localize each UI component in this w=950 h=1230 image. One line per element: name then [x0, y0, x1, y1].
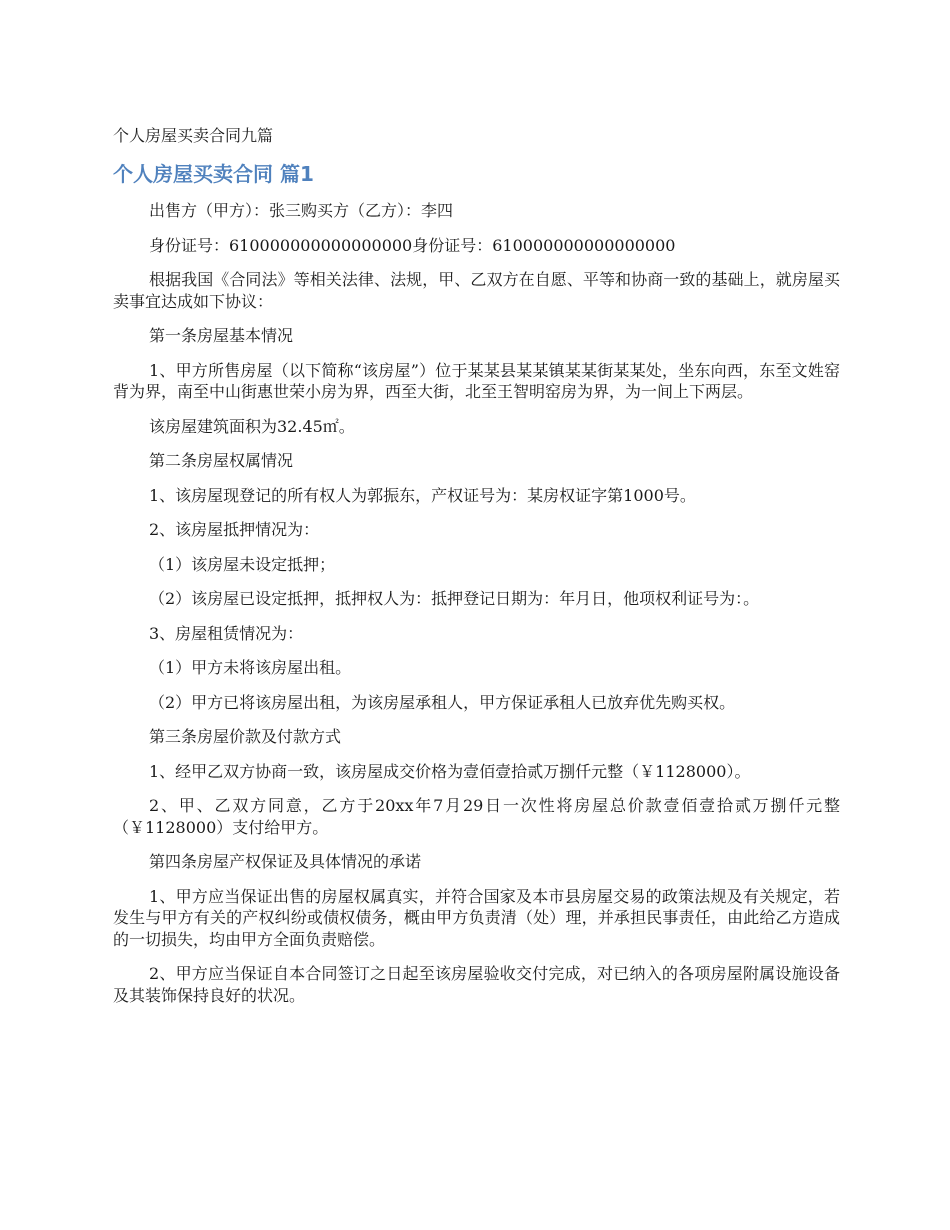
- clause-paragraph: 该房屋建筑面积为32.45㎡。: [149, 416, 355, 436]
- clause-paragraph: 3、房屋租赁情况为：: [149, 623, 304, 643]
- clause-paragraph: 2、甲方应当保证自本合同签订之日起至该房屋验收交付完成，对已纳入的各项房屋附属设施设备及其装饰保持良好的状况。: [113, 964, 840, 1005]
- party-line: 出售方（甲方）：张三购买方（乙方）：李四: [149, 201, 454, 220]
- clause-paragraph: 2、该房屋抵押情况为：: [149, 520, 320, 539]
- clause-paragraph: 1、甲方所售房屋（以下简称“该房屋”）位于某某县某某镇某某街某某处，坐东向西，东至文姓窑背为界，南至中山街惠世荣小房为界，西至大街，北至王智明窑房为界，为一间上下两层。: [113, 360, 840, 401]
- section-heading: 个人房屋买卖合同 篇1: [113, 162, 314, 186]
- article-heading: 第一条房屋基本情况: [149, 326, 294, 345]
- sub-clause-paragraph: （1）甲方未将该房屋出租。: [149, 658, 352, 677]
- id-number-line: 身份证号：610000000000000000身份证号：610000000000000000: [149, 235, 676, 255]
- document-title: 个人房屋买卖合同九篇: [113, 126, 274, 145]
- article-heading: 第三条房屋价款及付款方式: [149, 727, 342, 746]
- clause-paragraph: 2、甲、乙双方同意，乙方于20xx年7月29日一次性将房屋总价款壹佰壹拾贰万捌仟元整（￥1128000）支付给甲方。: [113, 796, 840, 837]
- preamble-paragraph: 根据我国《合同法》等相关法律、法规，甲、乙双方在自愿、平等和协商一致的基础上，就房屋买卖事宜达成如下协议：: [113, 270, 840, 311]
- sub-clause-paragraph: （2）该房屋已设定抵押，抵押权人为：抵押登记日期为：年月日，他项权利证号为：。: [149, 589, 760, 608]
- sub-clause-paragraph: （1）该房屋未设定抵押；: [149, 554, 336, 574]
- sub-clause-paragraph: （2）甲方已将该房屋出租，为该房屋承租人，甲方保证承租人已放弃优先购买权。: [149, 692, 736, 712]
- article-heading: 第四条房屋产权保证及具体情况的承诺: [149, 852, 422, 871]
- article-heading: 第二条房屋权属情况: [149, 451, 294, 470]
- clause-paragraph: 1、甲方应当保证出售的房屋权属真实，并符合国家及本市县房屋交易的政策法规及有关规定，若发生与甲方有关的产权纠纷或债权债务，概由甲方负责清（处）理，并承担民事责任，由此给乙方造成的一切损失，均由甲方全面负责赔偿。: [113, 886, 840, 949]
- clause-paragraph: 1、经甲乙双方协商一致，该房屋成交价格为壹佰壹拾贰万捌仟元整（￥1128000）。: [149, 761, 751, 781]
- clause-paragraph: 1、该房屋现登记的所有权人为郭振东，产权证号为：某房权证字第1000号。: [149, 485, 696, 505]
